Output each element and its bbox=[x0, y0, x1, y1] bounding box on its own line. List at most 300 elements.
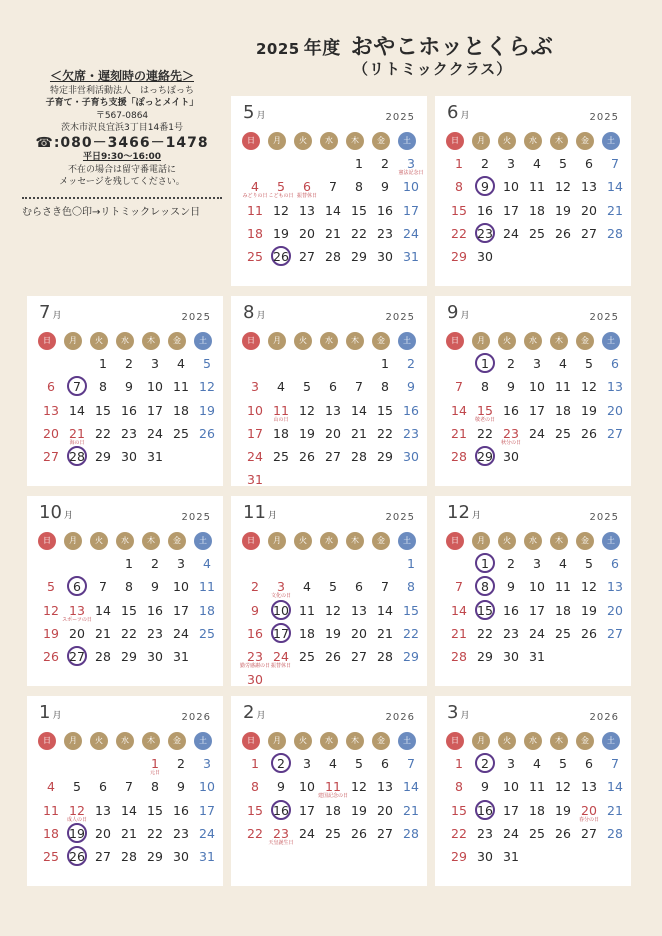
day-number: 6 bbox=[611, 556, 619, 571]
weekday-badge: 木 bbox=[142, 732, 160, 750]
day-number: 31 bbox=[529, 649, 545, 665]
day-cell bbox=[346, 153, 372, 176]
weekday-badge: 水 bbox=[320, 332, 338, 350]
office-hours: 平日9:30～16:00 bbox=[82, 152, 162, 162]
day-number: 4 bbox=[177, 356, 185, 371]
day-cell bbox=[142, 800, 168, 823]
day-number: 25 bbox=[529, 825, 545, 841]
day-cell bbox=[168, 600, 194, 623]
day-number: 27 bbox=[377, 825, 393, 841]
weekday-badge: 日 bbox=[38, 332, 56, 350]
weekday-badge: 月 bbox=[64, 332, 82, 350]
day-cell bbox=[194, 423, 220, 446]
day-number: 9 bbox=[407, 379, 415, 395]
day-number: 20 bbox=[299, 225, 315, 241]
day-number: 27 bbox=[95, 849, 111, 865]
weekday-header bbox=[38, 732, 220, 750]
day-number: 22 bbox=[377, 425, 393, 441]
day-number: 15 bbox=[403, 602, 419, 618]
day-number: 12 bbox=[43, 602, 59, 618]
lesson-day bbox=[268, 246, 294, 269]
day-number: 30 bbox=[503, 649, 519, 665]
day-cell bbox=[576, 176, 602, 199]
day-number: 31 bbox=[199, 849, 215, 865]
day-cell bbox=[472, 776, 498, 799]
day-number: 17 bbox=[403, 202, 419, 218]
day-number: 21 bbox=[325, 225, 341, 241]
day-cell bbox=[498, 400, 524, 423]
calendar-month-12 bbox=[435, 496, 631, 686]
day-number: 12 bbox=[351, 779, 367, 795]
day-number: 19 bbox=[581, 402, 597, 418]
day-number: 15 bbox=[451, 802, 467, 818]
weekday-header bbox=[242, 532, 424, 550]
day-cell bbox=[38, 846, 64, 869]
day-cell bbox=[472, 200, 498, 223]
day-number: 19 bbox=[273, 225, 289, 241]
day-number: 22 bbox=[95, 425, 111, 441]
lesson-day bbox=[472, 800, 498, 823]
weekday-badge: 火 bbox=[90, 332, 108, 350]
day-number: 25 bbox=[247, 249, 263, 265]
title-nendo: 年度 bbox=[303, 38, 341, 59]
day-number: 24 bbox=[503, 825, 519, 841]
day-cell bbox=[550, 176, 576, 199]
weekday-badge: 月 bbox=[268, 732, 286, 750]
day-number: 13 bbox=[377, 779, 393, 795]
day-number: 10 bbox=[529, 379, 545, 395]
day-cell bbox=[550, 223, 576, 246]
day-number: 27 bbox=[325, 449, 341, 465]
day-number: 15 bbox=[247, 802, 263, 818]
day-number: 20 bbox=[351, 625, 367, 641]
weekday-badge: 土 bbox=[602, 732, 620, 750]
day-cell bbox=[372, 176, 398, 199]
weekday-badge: 木 bbox=[550, 132, 568, 150]
day-number: 7 bbox=[355, 379, 363, 395]
weekday-badge: 木 bbox=[550, 532, 568, 550]
day-cell bbox=[64, 400, 90, 423]
day-number: 30 bbox=[247, 672, 263, 688]
day-number: 12 bbox=[325, 602, 341, 618]
day-cell bbox=[602, 623, 628, 646]
day-cell bbox=[242, 223, 268, 246]
day-cell bbox=[268, 223, 294, 246]
day-number: 16 bbox=[475, 800, 495, 820]
lesson-day bbox=[268, 753, 294, 776]
day-cell bbox=[398, 153, 424, 176]
day-cell bbox=[472, 153, 498, 176]
legend-note: むらさき色〇印→リトミックレッスン日 bbox=[22, 206, 201, 218]
date-grid bbox=[38, 353, 220, 469]
day-cell bbox=[602, 200, 628, 223]
day-number: 22 bbox=[403, 625, 419, 641]
day-cell bbox=[372, 223, 398, 246]
day-number: 17 bbox=[147, 402, 163, 418]
day-number: 24 bbox=[173, 625, 189, 641]
day-cell bbox=[446, 823, 472, 846]
day-number: 1 bbox=[475, 553, 495, 573]
day-number: 1 bbox=[125, 556, 133, 571]
day-cell bbox=[498, 846, 524, 869]
month-label bbox=[243, 502, 277, 523]
week-row bbox=[242, 553, 424, 576]
day-number: 9 bbox=[507, 579, 515, 595]
weekday-badge: 水 bbox=[320, 532, 338, 550]
day-cell bbox=[294, 623, 320, 646]
empty-cell bbox=[268, 353, 294, 376]
lesson-day bbox=[472, 353, 498, 376]
weekday-badge: 日 bbox=[446, 532, 464, 550]
day-cell bbox=[524, 353, 550, 376]
day-number: 7 bbox=[329, 179, 337, 195]
day-number: 20 bbox=[581, 802, 597, 818]
week-row bbox=[446, 553, 628, 576]
day-number: 31 bbox=[147, 449, 163, 465]
phone-number: ☎:080－3466－1478 bbox=[35, 134, 209, 151]
month-number: 1 bbox=[39, 702, 51, 723]
week-row bbox=[446, 246, 628, 269]
day-cell bbox=[346, 646, 372, 669]
day-cell bbox=[576, 423, 602, 446]
day-cell bbox=[90, 400, 116, 423]
day-number: 2 bbox=[507, 356, 515, 371]
month-label bbox=[243, 302, 265, 323]
day-cell bbox=[498, 576, 524, 599]
day-number: 14 bbox=[325, 202, 341, 218]
week-row bbox=[446, 153, 628, 176]
lesson-day bbox=[472, 600, 498, 623]
day-cell bbox=[116, 800, 142, 823]
day-number: 8 bbox=[355, 179, 363, 195]
week-row bbox=[242, 353, 424, 376]
week-row bbox=[242, 400, 424, 423]
week-row bbox=[242, 669, 424, 692]
day-number: 25 bbox=[555, 425, 571, 441]
day-cell bbox=[64, 776, 90, 799]
day-number: 11 bbox=[173, 379, 189, 395]
day-cell bbox=[346, 223, 372, 246]
day-cell bbox=[498, 153, 524, 176]
weekday-badge: 木 bbox=[142, 332, 160, 350]
weekday-badge: 日 bbox=[446, 132, 464, 150]
day-cell bbox=[550, 623, 576, 646]
year-label: 2025 bbox=[589, 312, 619, 323]
week-row bbox=[242, 469, 424, 492]
day-number: 3 bbox=[533, 556, 541, 571]
week-row bbox=[446, 776, 628, 799]
day-number: 19 bbox=[299, 425, 315, 441]
day-number: 4 bbox=[533, 156, 541, 171]
day-cell bbox=[38, 776, 64, 799]
empty-cell bbox=[294, 353, 320, 376]
weekday-badge: 金 bbox=[372, 332, 390, 350]
day-number: 19 bbox=[581, 602, 597, 618]
day-cell bbox=[346, 423, 372, 446]
day-cell bbox=[472, 823, 498, 846]
day-cell bbox=[498, 423, 524, 446]
day-number: 18 bbox=[555, 402, 571, 418]
day-cell bbox=[320, 246, 346, 269]
day-cell bbox=[446, 776, 472, 799]
day-number: 5 bbox=[73, 779, 81, 795]
day-number: 29 bbox=[451, 249, 467, 265]
day-number: 17 bbox=[503, 202, 519, 218]
day-cell bbox=[294, 400, 320, 423]
day-cell bbox=[446, 423, 472, 446]
day-number: 31 bbox=[403, 249, 419, 265]
day-number: 17 bbox=[247, 425, 263, 441]
day-number: 26 bbox=[581, 425, 597, 441]
day-cell bbox=[320, 576, 346, 599]
day-number: 11 bbox=[247, 202, 263, 218]
day-number: 31 bbox=[173, 649, 189, 665]
day-cell bbox=[602, 353, 628, 376]
weekday-badge: 月 bbox=[268, 332, 286, 350]
day-cell bbox=[550, 823, 576, 846]
year-label: 2025 bbox=[385, 312, 415, 323]
weekday-badge: 木 bbox=[346, 732, 364, 750]
day-number: 26 bbox=[271, 246, 291, 266]
weekday-badge: 土 bbox=[398, 332, 416, 350]
day-cell bbox=[317, 776, 348, 800]
lesson-day bbox=[472, 223, 498, 246]
weekday-badge: 火 bbox=[90, 532, 108, 550]
day-number: 8 bbox=[99, 379, 107, 395]
weekday-badge: 木 bbox=[346, 332, 364, 350]
day-cell bbox=[524, 423, 550, 446]
weekday-badge: 日 bbox=[446, 332, 464, 350]
day-cell bbox=[446, 223, 472, 246]
day-number: 1 bbox=[151, 756, 159, 771]
day-cell bbox=[320, 423, 346, 446]
day-number: 4 bbox=[277, 379, 285, 395]
day-number: 20 bbox=[607, 402, 623, 418]
day-cell bbox=[294, 246, 320, 269]
day-number: 6 bbox=[611, 356, 619, 371]
month-unit: 月 bbox=[471, 511, 481, 521]
day-number: 4 bbox=[559, 556, 567, 571]
day-cell bbox=[142, 600, 168, 623]
calendar-month-3 bbox=[435, 696, 631, 886]
day-cell bbox=[142, 376, 168, 399]
holiday-name: 秋分の日 bbox=[500, 439, 521, 446]
day-cell bbox=[398, 376, 424, 399]
day-number: 7 bbox=[611, 156, 619, 171]
day-cell bbox=[576, 223, 602, 246]
day-number: 3 bbox=[303, 756, 311, 771]
day-number: 18 bbox=[529, 202, 545, 218]
day-number: 11 bbox=[325, 779, 341, 795]
contact-heading: ＜欠席・遅刻時の連絡先＞ bbox=[49, 69, 194, 83]
day-cell bbox=[168, 423, 194, 446]
day-cell bbox=[576, 400, 602, 423]
day-cell bbox=[446, 200, 472, 223]
month-unit: 月 bbox=[256, 711, 266, 721]
day-cell bbox=[602, 776, 628, 799]
day-number: 8 bbox=[381, 379, 389, 395]
day-number: 13 bbox=[325, 402, 341, 418]
day-number: 15 bbox=[475, 600, 495, 620]
day-number: 3 bbox=[533, 356, 541, 371]
date-grid bbox=[38, 553, 220, 669]
weekday-badge: 土 bbox=[602, 332, 620, 350]
day-number: 14 bbox=[95, 602, 111, 618]
weekday-badge: 火 bbox=[294, 332, 312, 350]
day-cell bbox=[446, 576, 472, 599]
week-row bbox=[446, 846, 628, 869]
day-number: 28 bbox=[67, 446, 87, 466]
month-unit: 月 bbox=[52, 311, 62, 321]
day-cell bbox=[550, 423, 576, 446]
day-cell bbox=[498, 223, 524, 246]
day-number: 14 bbox=[351, 402, 367, 418]
day-number: 13 bbox=[607, 579, 623, 595]
calendar-month-9 bbox=[435, 296, 631, 486]
date-grid bbox=[446, 753, 628, 869]
day-number: 9 bbox=[277, 779, 285, 795]
date-grid bbox=[242, 153, 424, 269]
day-cell bbox=[602, 400, 628, 423]
week-row bbox=[38, 646, 220, 669]
day-cell bbox=[116, 646, 142, 669]
day-cell bbox=[602, 153, 628, 176]
day-number: 16 bbox=[377, 202, 393, 218]
day-cell bbox=[168, 846, 194, 869]
day-cell bbox=[142, 353, 168, 376]
day-number: 23 bbox=[273, 825, 289, 841]
zip-code: 〒567-0864 bbox=[95, 110, 149, 121]
lesson-day bbox=[64, 446, 90, 469]
day-number: 8 bbox=[407, 579, 415, 595]
day-number: 6 bbox=[585, 756, 593, 771]
day-number: 23 bbox=[377, 225, 393, 241]
weekday-badge: 火 bbox=[90, 732, 108, 750]
day-cell bbox=[168, 400, 194, 423]
day-number: 5 bbox=[355, 756, 363, 771]
day-number: 29 bbox=[451, 849, 467, 865]
day-number: 8 bbox=[481, 379, 489, 395]
week-row bbox=[242, 446, 424, 469]
day-number: 20 bbox=[43, 425, 59, 441]
day-number: 10 bbox=[173, 579, 189, 595]
week-row bbox=[446, 800, 628, 823]
day-number: 1 bbox=[455, 156, 463, 171]
day-cell bbox=[294, 576, 320, 599]
day-number: 11 bbox=[529, 179, 545, 195]
day-cell bbox=[524, 153, 550, 176]
day-number: 21 bbox=[451, 625, 467, 641]
weekday-header bbox=[446, 332, 628, 350]
day-cell bbox=[116, 823, 142, 846]
day-number: 1 bbox=[99, 356, 107, 371]
day-cell bbox=[194, 623, 220, 646]
day-number: 10 bbox=[199, 779, 215, 795]
empty-cell bbox=[446, 553, 472, 576]
day-number: 27 bbox=[581, 825, 597, 841]
week-row bbox=[242, 423, 424, 446]
day-number: 17 bbox=[199, 802, 215, 818]
weekday-badge: 日 bbox=[242, 132, 260, 150]
day-number: 29 bbox=[95, 449, 111, 465]
year-label: 2025 bbox=[385, 512, 415, 523]
day-number: 11 bbox=[529, 779, 545, 795]
day-cell bbox=[472, 246, 498, 269]
day-cell bbox=[168, 753, 194, 776]
day-cell bbox=[268, 576, 294, 599]
weekday-badge: 月 bbox=[472, 732, 490, 750]
day-number: 24 bbox=[247, 449, 263, 465]
lesson-day bbox=[64, 846, 90, 869]
day-cell bbox=[320, 800, 346, 823]
weekday-header bbox=[38, 332, 220, 350]
month-unit: 月 bbox=[267, 511, 277, 521]
lesson-day bbox=[64, 823, 90, 846]
week-row bbox=[38, 846, 220, 869]
day-number: 12 bbox=[199, 379, 215, 395]
day-number: 7 bbox=[611, 756, 619, 771]
day-number: 28 bbox=[607, 825, 623, 841]
day-number: 23 bbox=[247, 649, 263, 665]
day-cell bbox=[398, 353, 424, 376]
day-cell bbox=[372, 353, 398, 376]
week-row bbox=[38, 446, 220, 469]
day-number: 30 bbox=[477, 249, 493, 265]
day-number: 1 bbox=[455, 756, 463, 771]
day-cell bbox=[294, 823, 320, 846]
day-number: 13 bbox=[607, 379, 623, 395]
day-cell bbox=[372, 623, 398, 646]
weekday-badge: 水 bbox=[524, 532, 542, 550]
day-number: 5 bbox=[47, 579, 55, 595]
day-cell bbox=[498, 800, 524, 823]
day-cell bbox=[116, 446, 142, 469]
day-number: 14 bbox=[451, 602, 467, 618]
empty-cell bbox=[320, 353, 346, 376]
day-number: 24 bbox=[503, 225, 519, 241]
lesson-day bbox=[268, 800, 294, 823]
day-number: 17 bbox=[529, 402, 545, 418]
holiday-name: みどりの日 bbox=[242, 193, 268, 200]
empty-cell bbox=[64, 753, 90, 776]
day-cell bbox=[372, 600, 398, 623]
day-number: 9 bbox=[475, 176, 495, 196]
weekday-badge: 水 bbox=[524, 132, 542, 150]
week-row bbox=[242, 153, 424, 176]
day-number: 14 bbox=[121, 802, 137, 818]
day-cell bbox=[524, 600, 550, 623]
lesson-day bbox=[472, 176, 498, 199]
holiday-name: 元日 bbox=[149, 770, 160, 776]
day-cell bbox=[242, 446, 268, 469]
day-number: 6 bbox=[303, 179, 311, 195]
day-cell bbox=[294, 600, 320, 623]
week-row bbox=[242, 753, 424, 776]
weekday-badge: 土 bbox=[398, 132, 416, 150]
day-cell bbox=[268, 423, 294, 446]
day-cell bbox=[242, 800, 268, 823]
day-number: 15 bbox=[147, 802, 163, 818]
day-cell bbox=[576, 823, 602, 846]
day-cell bbox=[472, 400, 498, 423]
day-number: 21 bbox=[403, 802, 419, 818]
day-number: 16 bbox=[503, 602, 519, 618]
week-row bbox=[38, 576, 220, 599]
day-number: 4 bbox=[47, 779, 55, 795]
day-cell bbox=[242, 776, 268, 799]
day-cell bbox=[142, 576, 168, 599]
weekday-badge: 土 bbox=[194, 532, 212, 550]
